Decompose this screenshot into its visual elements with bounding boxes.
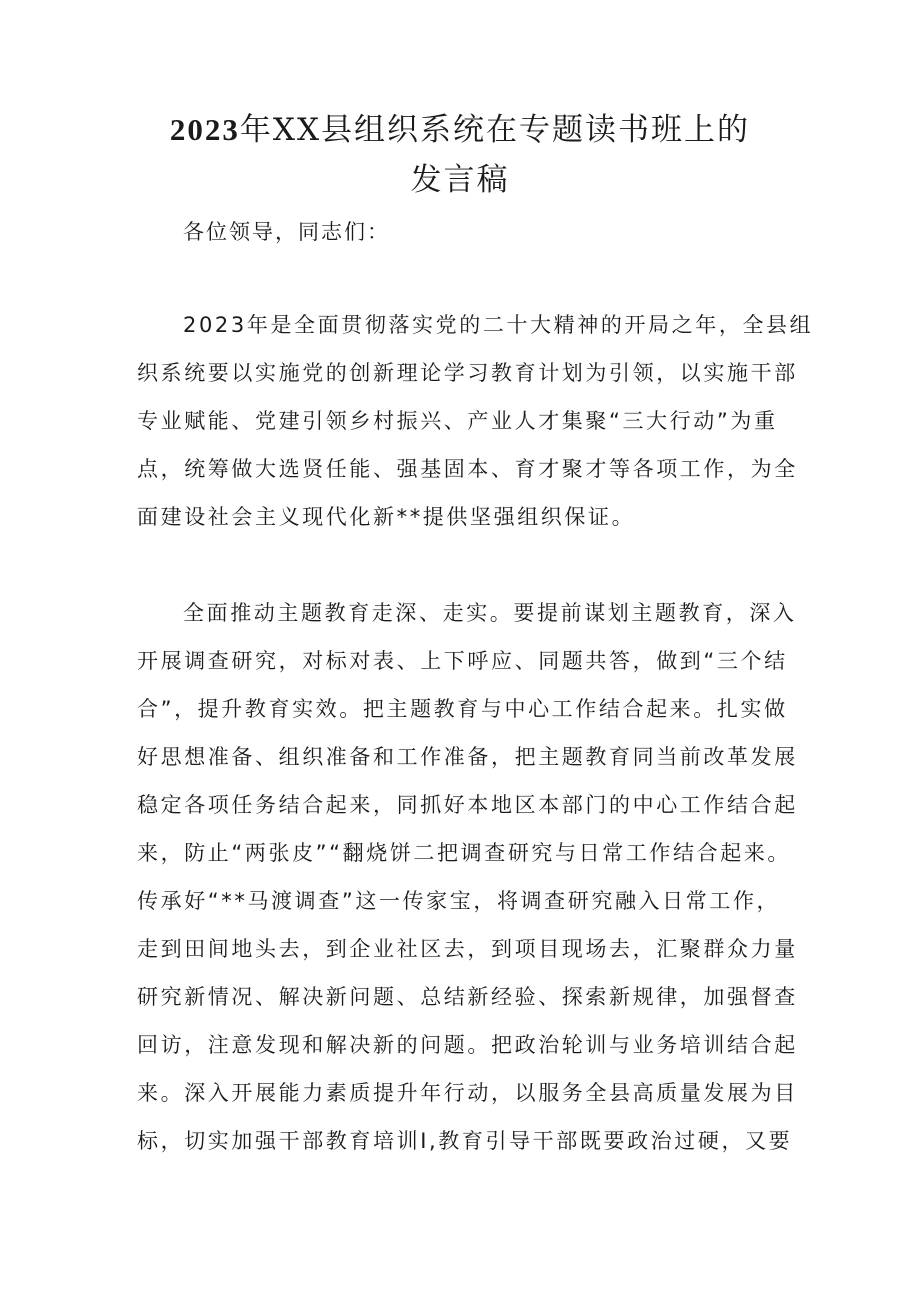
paragraph-line: 好思想准备、组织准备和工作准备，把主题教育同当前改革发展 — [137, 745, 798, 769]
title-year: 2023 — [169, 112, 240, 147]
paragraph-line: 标，切实加强干部教育培训I,教育引导干部既要政治过硬，又要 — [137, 1129, 793, 1153]
paragraph-line: 回访，注意发现和解决新的问题。把政治轮训与业务培训结合起 — [137, 1033, 798, 1057]
document-title-line-1 — [0, 110, 920, 150]
document-title-line-2: 发言稿 — [410, 162, 510, 198]
paragraph-line: 面建设社会主义现代化新**提供坚强组织保证。 — [137, 505, 636, 529]
paragraph-line: 稳定各项任务结合起来，同抓好本地区本部门的中心工作结合起 — [137, 793, 798, 817]
paragraph-line: 开展调查研究，对标对表、上下呼应、同题共答，做到“三个结 — [137, 649, 788, 673]
paragraph-line: 2023年是全面贯彻落实党的二十大精神的开局之年，全县组 — [183, 313, 814, 337]
paragraph-line: 全面推动主题教育走深、走实。要提前谋划主题教育，深入 — [183, 601, 797, 625]
title-rest: 年XX县组织系统在专题读书班上的 — [239, 112, 751, 148]
paragraph-line: 来，防止“两张皮”“翻烧饼二把调查研究与日常工作结合起来。 — [137, 841, 792, 865]
paragraph-line: 点，统筹做大选贤任能、强基固本、育才聚才等各项工作，为全 — [137, 457, 798, 481]
salutation: 各位领导，同志们： — [183, 220, 390, 244]
paragraph-line: 专业赋能、党建引领乡村振兴、产业人才集聚“三大行动”为重 — [137, 409, 778, 433]
paragraph-line: 合”，提升教育实效。把主题教育与中心工作结合起来。扎实做 — [137, 697, 788, 721]
paragraph-line: 来。深入开展能力素质提升年行动，以服务全县高质量发展为目 — [137, 1081, 798, 1105]
paragraph-line: 传承好“**马渡调查”这一传家宝，将调查研究融入日常工作， — [137, 889, 781, 913]
paragraph-line: 研究新情况、解决新问题、总结新经验、探索新规律，加强督查 — [137, 985, 798, 1009]
paragraph-line: 走到田间地头去，到企业社区去，到项目现场去，汇聚群众力量 — [137, 937, 798, 961]
paragraph-line: 织系统要以实施党的创新理论学习教育计划为引领，以实施干部 — [137, 361, 798, 385]
